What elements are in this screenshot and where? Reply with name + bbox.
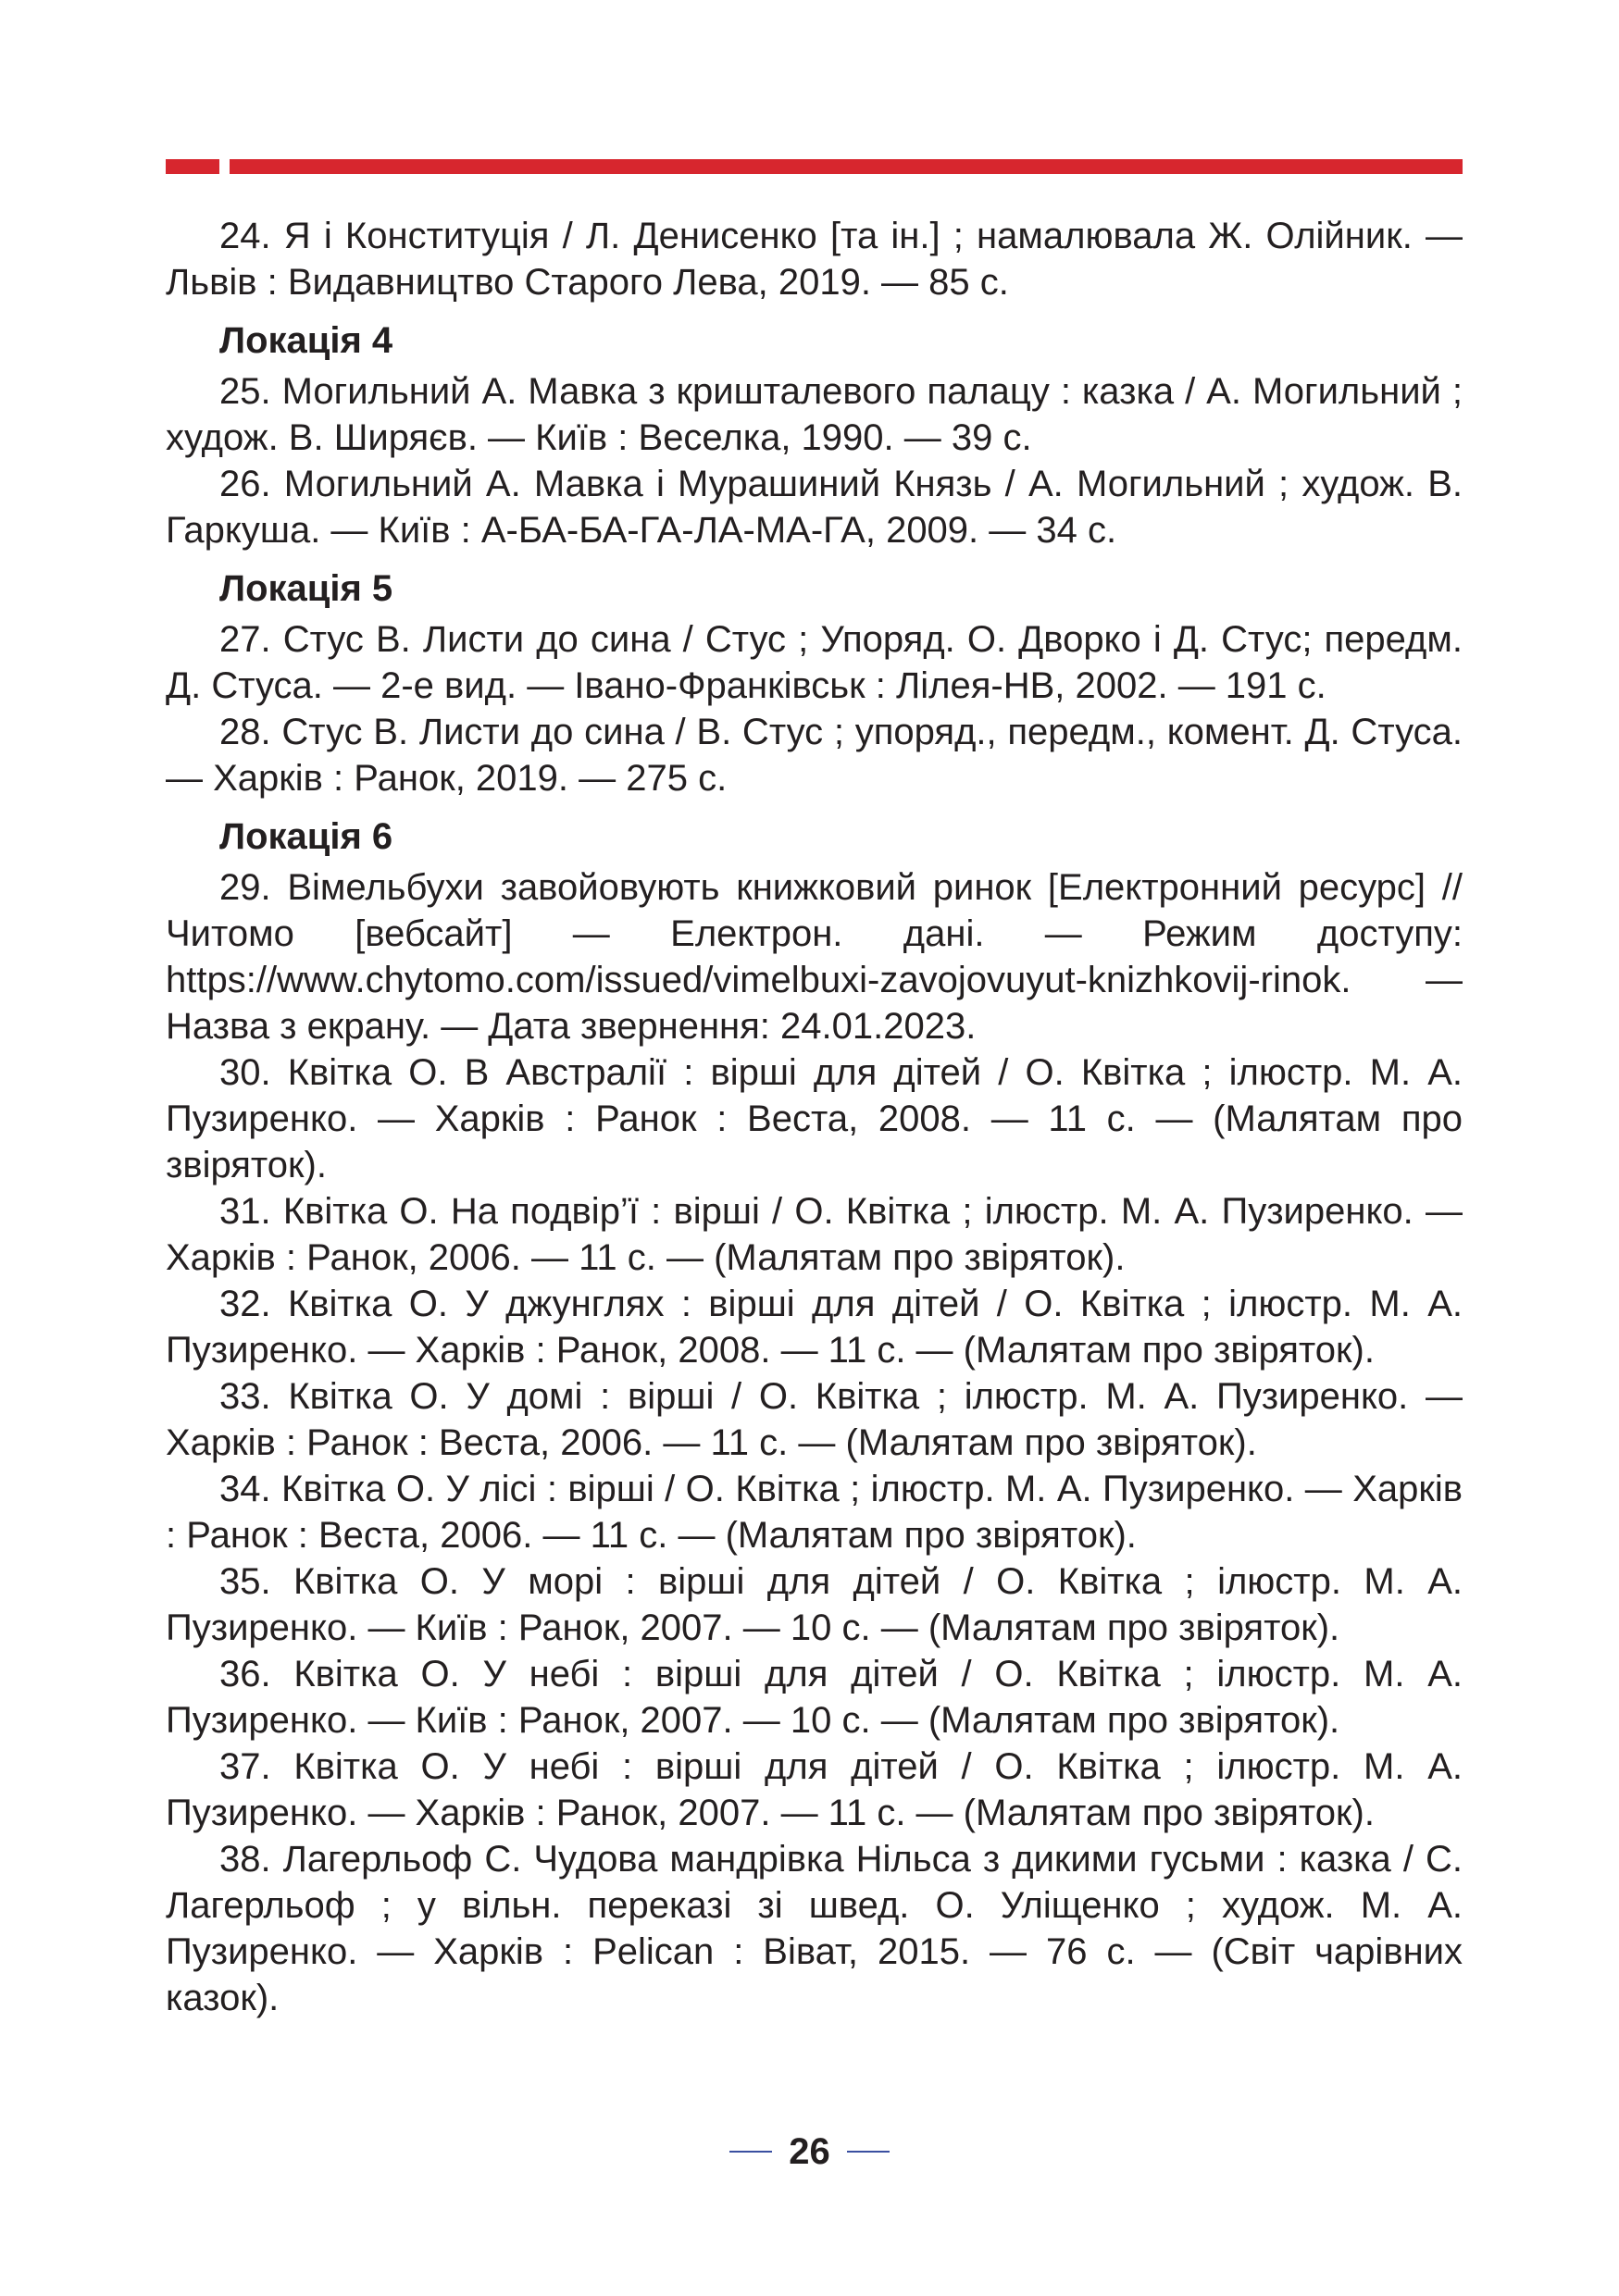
page-footer	[0, 2128, 1619, 2175]
header-accent-bar-short	[166, 159, 219, 174]
bibliography-entry: 32. Квітка О. У джунглях : вірші для дітей / О. Квітка ; ілюстр. М. А. Пузиренко. — Харків : Ранок, 2008. — 11 с. — (Малятам про звіряток).	[166, 1284, 1463, 1371]
header-accent-bar-long	[230, 159, 1463, 174]
footer-rule-right	[847, 2151, 890, 2153]
page-number: 26	[789, 2131, 830, 2172]
bibliography-content	[166, 213, 1463, 2021]
bibliography-entry: 25. Могильний А. Мавка з кришталевого палацу : казка / А. Могильний ; худож. В. Ширяєв. — Київ : Веселка, 1990. — 39 с.	[166, 371, 1463, 458]
bibliography-entry: 34. Квітка О. У лісі : вірші / О. Квітка ; ілюстр. М. А. Пузиренко. — Харків : Ранок : Веста, 2006. — 11 с. — (Малятам про звіряток).	[166, 1469, 1463, 1556]
bibliography-entry: 38. Лагерльоф С. Чудова мандрівка Нільса з дикими гусьми : казка / С. Лагерльоф ; у вільн. переказі зі швед. О. Уліщенко ; худож. М. А. Пузиренко. — Харків : Pelican : Віват, 2015. — 76 с. — (Світ чарівних казок).	[166, 1839, 1463, 2018]
bibliography-entry: 28. Стус В. Листи до сина / В. Стус ; упоряд., передм., комент. Д. Стуса. — Харків : Ранок, 2019. — 275 с.	[166, 712, 1463, 799]
bibliography-entry: 33. Квітка О. У домі : вірші / О. Квітка ; ілюстр. М. А. Пузиренко. — Харків : Ранок : Веста, 2006. — 11 с. — (Малятам про звіряток).	[166, 1376, 1463, 1463]
bibliography-entry: 35. Квітка О. У морі : вірші для дітей / О. Квітка ; ілюстр. М. А. Пузиренко. — Київ : Ранок, 2007. — 10 с. — (Малятам про звіряток).	[166, 1561, 1463, 1648]
bibliography-entry: 31. Квітка О. На подвір’ї : вірші / О. Квітка ; ілюстр. М. А. Пузиренко. — Харків : Ранок, 2006. — 11 с. — (Малятам про звіряток).	[166, 1191, 1463, 1278]
section-title-location-6: Локація 6	[219, 816, 393, 857]
footer-rule-left	[729, 2151, 772, 2153]
bibliography-entry: 36. Квітка О. У небі : вірші для дітей / О. Квітка ; ілюстр. М. А. Пузиренко. — Київ : Ранок, 2007. — 10 с. — (Малятам про звіряток).	[166, 1654, 1463, 1741]
bibliography-entry: 26. Могильний А. Мавка і Мурашиний Князь / А. Могильний ; худож. В. Гаркуша. — Київ : А-БА-БА-ГА-ЛА-МА-ГА, 2009. — 34 с.	[166, 464, 1463, 551]
section-title-location-5: Локація 5	[219, 568, 393, 609]
bibliography-entry: 29. Вімельбухи завойовують книжковий ринок [Електронний ресурс] // Читомо [вебсайт] — Електрон. дані. — Режим доступу: https://www.chytomo.com/issued/vimelbuxi-zavojovuyut-knizhkovij-rinok. — Назва з екрану. — Дата звернення: 24.01.2023.	[166, 867, 1463, 1047]
bibliography-entry: 24. Я і Конституція / Л. Денисенко [та ін.] ; намалювала Ж. Олійник. — Львів : Видавництво Старого Лева, 2019. — 85 с.	[166, 216, 1463, 303]
section-title-location-4: Локація 4	[219, 320, 393, 361]
bibliography-entry: 37. Квітка О. У небі : вірші для дітей / О. Квітка ; ілюстр. М. А. Пузиренко. — Харків : Ранок, 2007. — 11 с. — (Малятам про звіряток).	[166, 1746, 1463, 1833]
bibliography-entry: 30. Квітка О. В Австралії : вірші для дітей / О. Квітка ; ілюстр. М. А. Пузиренко. — Харків : Ранок : Веста, 2008. — 11 с. — (Малятам про звіряток).	[166, 1052, 1463, 1185]
bibliography-entry: 27. Стус В. Листи до сина / Стус ; Упоряд. О. Дворко і Д. Стус; передм. Д. Стуса. — 2-е вид. — Івано-Франківськ : Лілея-НВ, 2002. — 191 с.	[166, 619, 1463, 706]
